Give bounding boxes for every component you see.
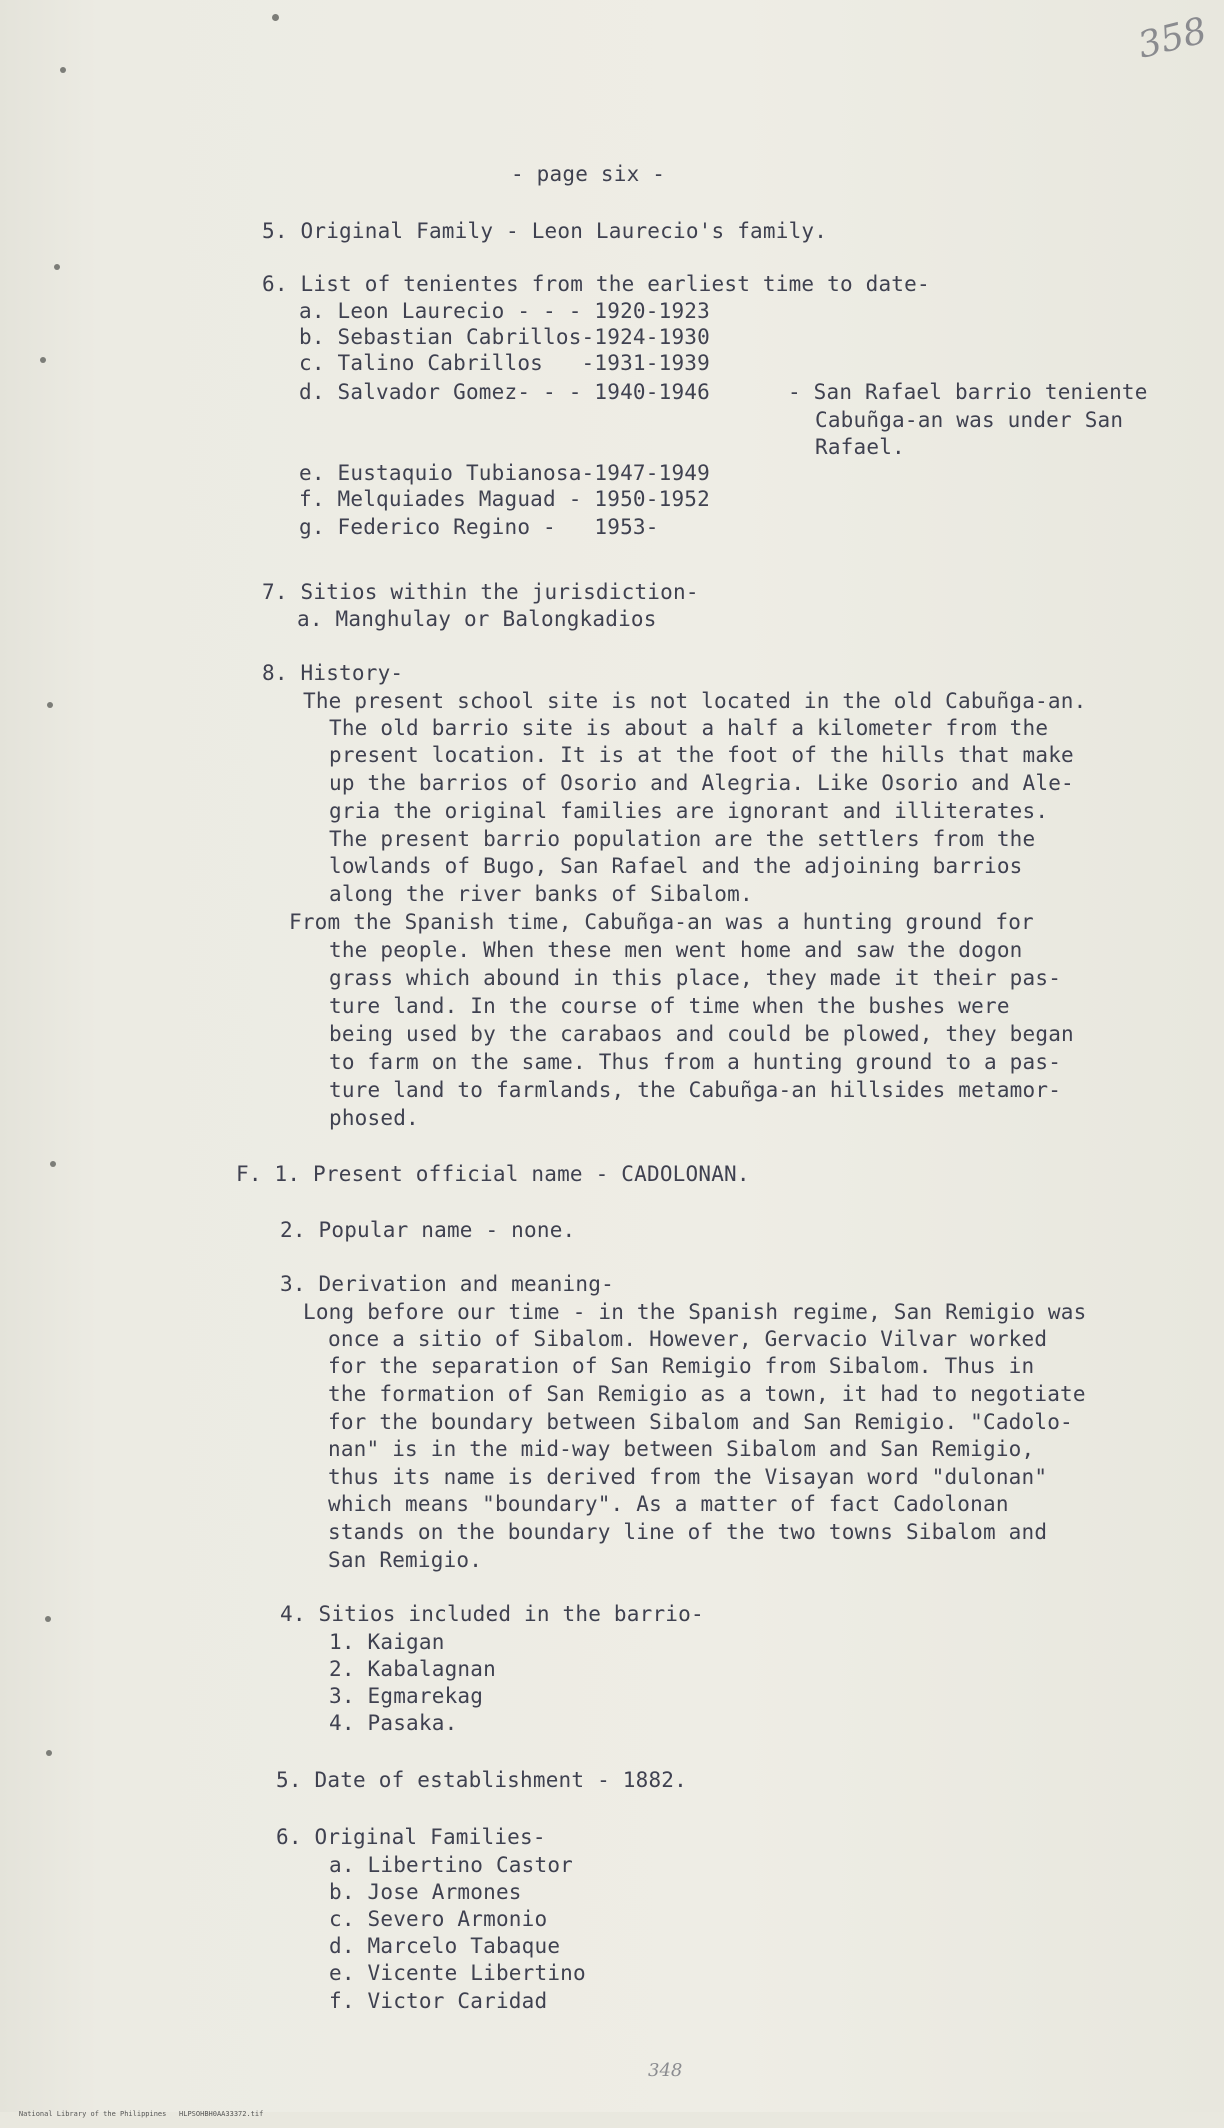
history-line: ture land to farmlands, the Cabuñga-an hillsides metamor- bbox=[329, 1078, 1062, 1102]
section-8-heading: 8. History- bbox=[262, 661, 404, 685]
history-line: ture land. In the course of time when the bushes were bbox=[329, 994, 1010, 1018]
history-line: present location. It is at the foot of the hills that make bbox=[329, 743, 1074, 767]
list-item: a. Manghulay or Balongkadios bbox=[297, 607, 657, 631]
derivation-line: for the boundary between Sibalom and San Remigio. "Cadolo- bbox=[328, 1410, 1073, 1434]
section-f-derivation-heading: 3. Derivation and meaning- bbox=[280, 1272, 614, 1296]
margin-speck bbox=[45, 1616, 51, 1622]
margin-speck bbox=[272, 14, 279, 21]
history-line: lowlands of Bugo, San Rafael and the adjoining barrios bbox=[329, 854, 1023, 878]
derivation-line: stands on the boundary line of the two towns Sibalom and bbox=[328, 1520, 1048, 1544]
derivation-line: for the separation of San Remigio from Sibalom. Thus in bbox=[328, 1354, 1035, 1378]
list-item: b. Sebastian Cabrillos-1924-1930 bbox=[299, 325, 710, 349]
list-item: b. Jose Armones bbox=[329, 1880, 522, 1904]
history-line: being used by the carabaos and could be plowed, they began bbox=[329, 1022, 1074, 1046]
history-line: phosed. bbox=[329, 1106, 419, 1130]
history-line: The present barrio population are the settlers from the bbox=[329, 827, 1036, 851]
section-f-sitios-heading: 4. Sitios included in the barrio- bbox=[280, 1602, 704, 1626]
derivation-line: San Remigio. bbox=[328, 1548, 483, 1572]
derivation-line: thus its name is derived from the Visayan word "dulonan" bbox=[328, 1465, 1048, 1489]
history-line: From the Spanish time, Cabuñga-an was a hunting ground for bbox=[289, 910, 1034, 934]
list-item: a. Leon Laurecio - - - 1920-1923 bbox=[299, 299, 710, 323]
margin-speck bbox=[60, 67, 66, 73]
handwritten-page-number: 358 bbox=[1134, 10, 1211, 67]
list-item: g. Federico Regino - 1953- bbox=[299, 515, 659, 539]
history-line: grass which abound in this place, they made it their pas- bbox=[329, 966, 1062, 990]
derivation-line: the formation of San Remigio as a town, it had to negotiate bbox=[328, 1382, 1086, 1406]
margin-speck bbox=[54, 264, 60, 270]
margin-speck bbox=[47, 702, 53, 708]
margin-speck bbox=[50, 1161, 56, 1167]
history-line: gria the original families are ignorant and illiterates. bbox=[329, 799, 1049, 823]
footer-library: National Library of the Philippines bbox=[18, 2110, 167, 2118]
derivation-line: nan" is in the mid-way between Sibalom and San Remigio, bbox=[328, 1437, 1035, 1461]
list-item: c. Severo Armonio bbox=[329, 1907, 548, 1931]
history-line: up the barrios of Osorio and Alegria. Like Osorio and Ale- bbox=[329, 771, 1074, 795]
list-item: c. Talino Cabrillos -1931-1939 bbox=[299, 351, 710, 375]
list-item: 2. Kabalagnan bbox=[329, 1657, 496, 1681]
section-f-official-name: F. 1. Present official name - CADOLONAN. bbox=[236, 1162, 750, 1186]
derivation-line: once a sitio of Sibalom. However, Gervacio Vilvar worked bbox=[328, 1327, 1048, 1351]
list-item: f. Melquiades Maguad - 1950-1952 bbox=[299, 487, 710, 511]
margin-speck bbox=[46, 1750, 52, 1756]
teniente-note-line: - San Rafael barrio teniente bbox=[788, 380, 1148, 404]
list-item: 3. Egmarekag bbox=[329, 1684, 484, 1708]
derivation-line: Long before our time - in the Spanish regime, San Remigio was bbox=[303, 1300, 1087, 1324]
list-item: 4. Pasaka. bbox=[329, 1711, 458, 1735]
list-item: e. Vicente Libertino bbox=[329, 1961, 586, 1985]
scan-footer bbox=[2, 2101, 263, 2128]
section-f-establishment-date: 5. Date of establishment - 1882. bbox=[276, 1768, 687, 1792]
list-item: 1. Kaigan bbox=[329, 1630, 445, 1654]
list-item: d. Salvador Gomez- - - 1940-1946 bbox=[299, 380, 710, 404]
section-5-original-family: 5. Original Family - Leon Laurecio's family. bbox=[262, 219, 828, 243]
list-item: d. Marcelo Tabaque bbox=[329, 1934, 561, 1958]
derivation-line: which means "boundary". As a matter of fact Cadolonan bbox=[328, 1492, 1009, 1516]
margin-speck bbox=[40, 357, 46, 363]
teniente-note-line: Rafael. bbox=[815, 435, 905, 459]
section-6-heading: 6. List of tenientes from the earliest time to date- bbox=[262, 272, 930, 296]
list-item: a. Libertino Castor bbox=[329, 1853, 574, 1877]
list-item: e. Eustaquio Tubianosa-1947-1949 bbox=[299, 461, 710, 485]
footer-file-id: HLPSOHBH0AA33372.tif bbox=[179, 2110, 264, 2118]
history-line: along the river banks of Sibalom. bbox=[329, 882, 753, 906]
page-header: - page six - bbox=[511, 162, 666, 186]
list-item: f. Victor Caridad bbox=[329, 1989, 548, 2013]
section-f-popular-name: 2. Popular name - none. bbox=[280, 1218, 576, 1242]
teniente-note-line: Cabuñga-an was under San bbox=[815, 408, 1124, 432]
section-7-heading: 7. Sitios within the jurisdiction- bbox=[262, 580, 699, 604]
history-line: the people. When these men went home and saw the dogon bbox=[329, 938, 1023, 962]
history-line: The old barrio site is about a half a kilometer from the bbox=[329, 716, 1049, 740]
section-f-original-families-heading: 6. Original Families- bbox=[276, 1825, 546, 1849]
history-line: to farm on the same. Thus from a hunting ground to a pas- bbox=[329, 1050, 1062, 1074]
bottom-page-number: 348 bbox=[648, 2060, 683, 2081]
history-line: The present school site is not located in the old Cabuñga-an. bbox=[303, 689, 1087, 713]
